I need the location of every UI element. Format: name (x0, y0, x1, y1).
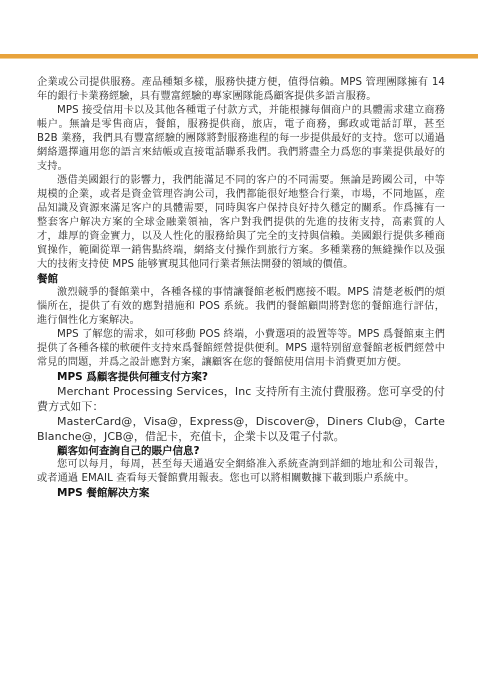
paragraph-merchant-services: Merchant Processing Services，Inc 支持所有主流付費服務。您可享受的付費方式如下： (37, 385, 445, 413)
paragraph-account-query: 您可以每月，每周，甚至每天通過安全網絡准入系統查詢到詳細的地址和公司報告，或者通過 EMAIL 查看每天餐館費用報表。您也可以將相關數據下載到賬户系統中。 (37, 459, 445, 484)
paragraph-dining-needs: MPS 了解您的需求，如可移動 POS 終端，小費選項的設置等等。MPS 爲餐館東主們提供了各種各樣的軟硬件支持來爲餐館經營提供便利。MPS 還特别留意餐館老板們經營中常見的問題，并爲之設計應對方案，讓顧客在您的餐館使用信用卡消費更加方便。 (37, 329, 445, 368)
header-accent-rule-light (0, 58, 478, 59)
paragraph-intro: 企業或公司提供服務。產品種類多樣，服務快捷方便，值得信賴。MPS 管理團隊擁有 14 年的銀行卡業務經驗，具有豐富經驗的專家團隊能爲顧客提供多語言服務。 (37, 77, 445, 102)
heading-dining-solution: MPS 餐館解决方案 (57, 487, 150, 499)
paragraph-payment-types: MPS 接受信用卡以及其他各種電子付款方式，并能根據每個商户的具體需求建立商務帳户。無論是零售商店，餐館，服務提供商，旅店，電子商務，郵政或電話訂單，甚至 B2B 業務，我們具有豐富經驗的團隊將對服務進程的每一步提供最好的支持。您可以通過網絡選擇適用您的語言來結帳或直接電話聯系我們。我們將盡全力爲您的事業提供最好的支持。 (37, 105, 445, 172)
document-body (37, 76, 445, 500)
paragraph-bank-influence: 憑借美國銀行的影響力，我們能滿足不同的客户的不同需要。無論是跨國公司，中等規模的企業，或者是資金管理咨詢公司，我們都能很好地整合行業，市場，不同地區，産品知識及資源來滿足客户的具體需要，同時與客户保持良好持久穩定的關系。作爲擁有一整套客户解决方案的全球金融業領袖，客户對我們提供的先進的技術支持，高素質的人才，雄厚的資金實力，以及人性化的服務給與了完全的支持與信賴。美國銀行提供多種商貿操作，範圍從單一銷售點終端，網絡支付操作到旅行方案。多種業務的無縫操作以及强大的技術支持使 MPS 能够實現其他同行業者無法開發的領域的價值。 (37, 175, 445, 270)
heading-payment-options: MPS 爲顧客提供何種支付方案? (57, 371, 208, 383)
heading-account-query: 顧客如何查詢自己的賬户信息? (57, 445, 200, 457)
heading-dining: 餐館 (37, 273, 58, 285)
paragraph-card-list: MasterCard@，Visa@，Express@，Discover@，Diners Club@，Carte Blanche@，JCB@，借記卡，充值卡，企業卡以及電子付款。 (37, 415, 445, 443)
paragraph-dining-competition: 激烈競爭的餐館業中，各種各樣的事情讓餐館老板們應接不暇。MPS 清楚老板們的煩惱所在，提供了有效的應對措施和 POS 系統。我們的餐館顧問將對您的餐館進行評估，進行個性化方案解决。 (37, 287, 445, 326)
